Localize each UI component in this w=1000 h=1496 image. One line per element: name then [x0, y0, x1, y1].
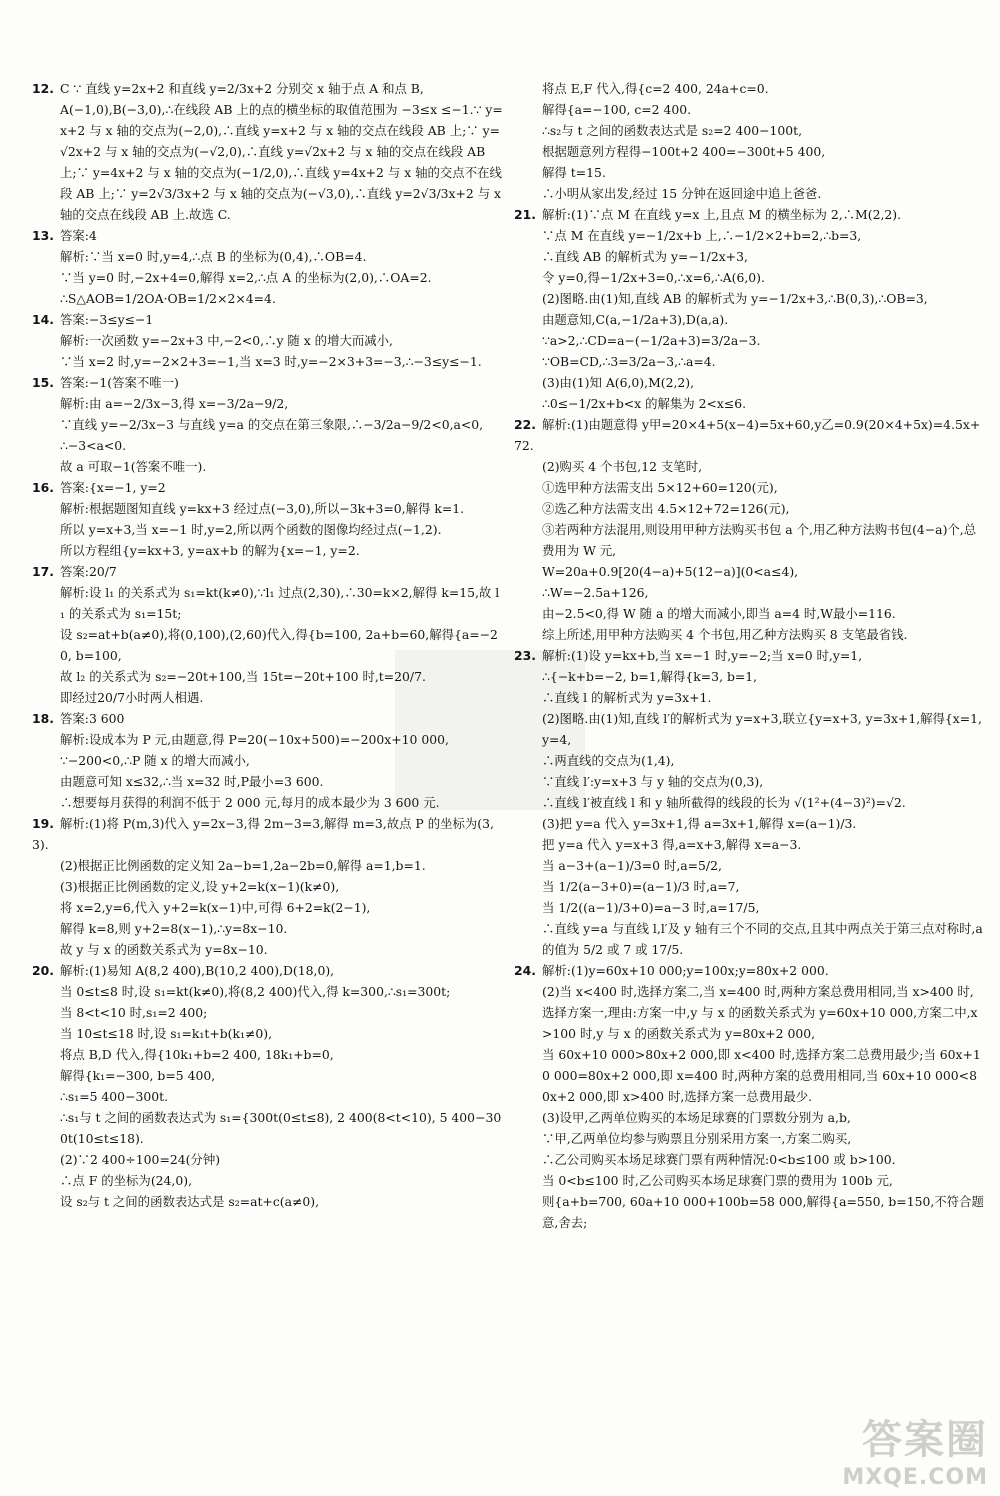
solution-line — [514, 981, 984, 1044]
line-text: (3)由(1)知 A(6,0),M(2,2), — [542, 375, 695, 390]
question-start-line — [32, 813, 504, 855]
question-number: 24. — [514, 963, 536, 978]
line-text: 解析:由 a=−2/3x−3,得 x=−3/2a−9/2, — [60, 396, 289, 411]
line-text: ∵甲,乙两单位均参与购票且分别采用方案一,方案二购买, — [542, 1131, 852, 1146]
solution-line — [32, 897, 504, 918]
line-text: ∴s₂与 t 之间的函数表达式是 s₂=2 400−100t, — [542, 123, 803, 138]
line-text: ∴直线 AB 的解析式为 y=−1/2x+3, — [542, 249, 748, 264]
line-text: ∴点 F 的坐标为(24,0), — [60, 1173, 193, 1188]
solution-line — [514, 141, 984, 162]
solution-line — [32, 729, 504, 750]
solution-line — [32, 267, 504, 288]
line-text: 解析:(1)由题意得 y甲=20×4+5(x−4)=5x+60,y乙=0.9(20×4+5x)=4.5x+72. — [514, 417, 981, 453]
line-text: ∵OB=CD,∴3=3/2a−3,∴a=4. — [542, 354, 716, 369]
line-text: ∴−3<a<0. — [60, 438, 127, 453]
watermark-logo: 答案圈 — [862, 1417, 988, 1463]
line-text: 答案:−3≤y≤−1 — [60, 312, 154, 327]
solution-line — [32, 246, 504, 267]
solution-line — [514, 918, 984, 960]
line-text: 当 0<b≤100 时,乙公司购买本场足球赛门票的费用为 100b 元, — [542, 1173, 893, 1188]
solution-line — [514, 792, 984, 813]
question-start-line — [514, 414, 984, 456]
line-text: 当 1/2((a−1)/3+0)=a−3 时,a=17/5, — [542, 900, 760, 915]
solution-line — [514, 687, 984, 708]
question-start-line — [514, 960, 984, 981]
line-text: 则{a+b=700, 60a+10 000+100b=58 000,解得{a=550, b=150,不符合题意,舍去; — [542, 1194, 984, 1230]
line-text: 故 l₂ 的关系式为 s₂=−20t+100,当 15t=−20t+100 时,t=20/7. — [60, 669, 426, 684]
line-text: 即经过20/7小时两人相遇. — [60, 690, 204, 705]
line-text: ∵直线 y=−2/3x−3 与直线 y=a 的交点在第三象限,∴−3/2a−9/2<0,a<0, — [60, 417, 484, 432]
line-text: ①选甲种方法需支出 5×12+60=120(元), — [542, 480, 778, 495]
question-start-line — [32, 309, 504, 330]
line-text: ∵−200<0,∴P 随 x 的增大而减小, — [60, 753, 250, 768]
line-text: 当 0≤t≤8 时,设 s₁=kt(k≠0),将(8,2 400)代入,得 k=300,∴s₁=300t; — [60, 984, 451, 999]
line-text: ∴想要每月获得的利润不低于 2 000 元,每月的成本最少为 3 600 元. — [60, 795, 440, 810]
solution-line — [514, 1149, 984, 1170]
line-text: 根据题意列方程得−100t+2 400=−300t+5 400, — [542, 144, 826, 159]
solution-line — [32, 519, 504, 540]
line-text: 把 y=a 代入 y=x+3 得,a=x+3,解得 x=a−3. — [542, 837, 802, 852]
solution-line — [514, 834, 984, 855]
question-start-line — [32, 372, 504, 393]
line-text: 解析:根据题图知直线 y=kx+3 经过点(−3,0),所以−3k+3=0,解得 k=1. — [60, 501, 465, 516]
line-text: 答案:−1(答案不唯一) — [60, 375, 179, 390]
question-number: 20. — [32, 963, 54, 978]
line-text: ∴两直线的交点为(1,4), — [542, 753, 675, 768]
line-text: 令 y=0,得−1/2x+3=0,∴x=6,∴A(6,0). — [542, 270, 765, 285]
line-text: 所以方程组{y=kx+3, y=ax+b 的解为{x=−1, y=2. — [60, 543, 360, 558]
watermark — [842, 1408, 988, 1490]
question-number: 17. — [32, 564, 54, 579]
line-text: 解析:设 l₁ 的关系式为 s₁=kt(k≠0),∵l₁ 过点(2,30),∴30=k×2,解得 k=15,故 l₁ 的关系式为 s₁=15t; — [60, 585, 500, 621]
solution-line — [514, 309, 984, 330]
solution-line — [514, 456, 984, 477]
line-text: ∵当 y=0 时,−2x+4=0,解得 x=2,∴点 A 的坐标为(2,0),∴OA=2. — [60, 270, 432, 285]
line-text: 将点 B,D 代入,得{10k₁+b=2 400, 18k₁+b=0, — [60, 1047, 334, 1062]
line-text: ∴直线 l′被直线 l 和 y 轴所截得的线段的长为 √(1²+(4−3)²)=√2. — [542, 795, 906, 810]
solution-line — [514, 1170, 984, 1191]
question-start-line — [32, 960, 504, 981]
line-text: (2)图略.由(1)知,直线 AB 的解析式为 y=−1/2x+3,∴B(0,3),∴OB=3, — [542, 291, 928, 306]
line-text: 由题意可知 x≤32,∴当 x=32 时,P最小=3 600. — [60, 774, 324, 789]
line-text: W=20a+0.9[20(4−a)+5(12−a)](0<a≤4), — [542, 564, 799, 579]
solution-line — [514, 708, 984, 750]
solution-line — [514, 624, 984, 645]
line-text: ∴小明从家出发,经过 15 分钟在返回途中追上爸爸. — [542, 186, 822, 201]
solution-line — [514, 372, 984, 393]
line-text: 解析:∵当 x=0 时,y=4,∴点 B 的坐标为(0,4),∴OB=4. — [60, 249, 367, 264]
solution-line — [514, 519, 984, 561]
question-start-line — [32, 477, 504, 498]
question-number: 21. — [514, 207, 536, 222]
solution-line — [514, 813, 984, 834]
line-text: ∵当 x=2 时,y=−2×2+3=−1,当 x=3 时,y=−2×3+3=−3,∴−3≤y≤−1. — [60, 354, 482, 369]
line-text: (2)根据正比例函数的定义知 2a−b=1,2a−2b=0,解得 a=1,b=1. — [60, 858, 426, 873]
line-text: 设 s₂与 t 之间的函数表达式是 s₂=at+c(a≠0), — [60, 1194, 320, 1209]
solution-line — [514, 78, 984, 99]
line-text: 故 a 可取−1(答案不唯一). — [60, 459, 207, 474]
solution-line — [32, 498, 504, 519]
solution-line — [32, 1002, 504, 1023]
question-start-line — [32, 225, 504, 246]
question-number: 13. — [32, 228, 54, 243]
line-text: (2)购买 4 个书包,12 支笔时, — [542, 459, 703, 474]
solution-line — [514, 855, 984, 876]
solution-line — [32, 1191, 504, 1212]
solution-line — [514, 225, 984, 246]
line-text: 所以 y=x+3,当 x=−1 时,y=2,所以两个函数的图像均经过点(−1,2). — [60, 522, 442, 537]
line-text: ∴W=−2.5a+126, — [542, 585, 649, 600]
line-text: (2)当 x<400 时,选择方案二,当 x=400 时,两种方案总费用相同,当 x>400 时,选择方案一,理由:方案一中,y 与 x 的函数关系式为 y=60x+10 000,方案二中,x>100 时,y 与 x 的函数关系式为 y=80x+2 000, — [542, 984, 978, 1041]
line-text: 答案:3 600 — [60, 711, 125, 726]
line-text: 将点 E,F 代入,得{c=2 400, 24a+c=0. — [542, 81, 769, 96]
solution-line — [32, 393, 504, 414]
watermark-url: MXQE.COM — [842, 1465, 988, 1490]
solution-line — [514, 1191, 984, 1233]
solution-line — [32, 750, 504, 771]
solution-line — [514, 561, 984, 582]
solution-line — [32, 1023, 504, 1044]
solution-line — [514, 582, 984, 603]
solution-line — [32, 666, 504, 687]
line-text: ②选乙种方法需支出 4.5×12+72=126(元), — [542, 501, 790, 516]
solution-line — [514, 351, 984, 372]
solution-line — [32, 414, 504, 435]
line-text: ③若两种方法混用,则设用甲种方法购买书包 a 个,用乙种方法购书包(4−a)个,总费用为 W 元, — [542, 522, 977, 558]
solution-line — [32, 918, 504, 939]
line-text: (2)∵2 400÷100=24(分钟) — [60, 1152, 221, 1167]
line-text: ∵点 M 在直线 y=−1/2x+b 上,∴−1/2×2+b=2,∴b=3, — [542, 228, 862, 243]
solution-line — [514, 666, 984, 687]
solution-line — [32, 351, 504, 372]
solution-line — [514, 120, 984, 141]
question-number: 19. — [32, 816, 54, 831]
question-start-line — [32, 561, 504, 582]
solution-line — [32, 288, 504, 309]
line-text: ∴{−k+b=−2, b=1,解得{k=3, b=1, — [542, 669, 758, 684]
solution-line — [514, 288, 984, 309]
line-text: 解得{k₁=−300, b=5 400, — [60, 1068, 216, 1083]
line-text: 当 60x+10 000>80x+2 000,即 x<400 时,选择方案二总费用最少;当 60x+10 000=80x+2 000,即 x=400 时,两种方案的总费用相同,当 60x+10 000<80x+2 000,即 x>400 时,选择方案一总费用最少. — [542, 1047, 981, 1104]
solution-line — [514, 771, 984, 792]
line-text: ∴S△AOB=1/2OA·OB=1/2×2×4=4. — [60, 291, 276, 306]
line-text: 答案:20/7 — [60, 564, 117, 579]
line-text: 当 a−3+(a−1)/3=0 时,a=5/2, — [542, 858, 722, 873]
solution-line — [514, 750, 984, 771]
left-column — [32, 78, 504, 1212]
question-number: 14. — [32, 312, 54, 327]
solution-line — [514, 183, 984, 204]
question-start-line — [514, 645, 984, 666]
line-text: ∵直线 l′:y=x+3 与 y 轴的交点为(0,3), — [542, 774, 764, 789]
line-text: 当 8<t<10 时,s₁=2 400; — [60, 1005, 208, 1020]
solution-line — [32, 771, 504, 792]
line-text: 解析:(1)将 P(m,3)代入 y=2x−3,得 2m−3=3,解得 m=3,故点 P 的坐标为(3,3). — [32, 816, 494, 852]
solution-line — [32, 939, 504, 960]
solution-line — [514, 603, 984, 624]
solution-line — [514, 330, 984, 351]
line-text: ∵a>2,∴CD=a−(−1/2a+3)=3/2a−3. — [542, 333, 761, 348]
solution-line — [32, 1107, 504, 1149]
line-text: 由题意知,C(a,−1/2a+3),D(a,a). — [542, 312, 729, 327]
solution-line — [32, 981, 504, 1002]
solution-line — [32, 876, 504, 897]
line-text: 解得 k=8,则 y+2=8(x−1),∴y=8x−10. — [60, 921, 288, 936]
solution-line — [32, 624, 504, 666]
solution-line — [32, 435, 504, 456]
line-text: 解析:设成本为 P 元,由题意,得 P=20(−10x+500)=−200x+10 000, — [60, 732, 449, 747]
question-number: 23. — [514, 648, 536, 663]
line-text: ∴直线 y=a 与直线 l,l′及 y 轴有三个不同的交点,且其中两点关于第三点对称时,a 的值为 5/2 或 7 或 17/5. — [542, 921, 983, 957]
line-text: 答案:4 — [60, 228, 97, 243]
solution-line — [514, 393, 984, 414]
line-text: ∴0≤−1/2x+b<x 的解集为 2<x≤6. — [542, 396, 747, 411]
line-text: 将 x=2,y=6,代入 y+2=k(x−1)中,可得 6+2=k(2−1), — [60, 900, 371, 915]
solution-line — [32, 1065, 504, 1086]
line-text: (3)把 y=a 代入 y=3x+1,得 a=3x+1,解得 x=(a−1)/3. — [542, 816, 857, 831]
line-text: 解得 t=15. — [542, 165, 606, 180]
line-text: ∴直线 l 的解析式为 y=3x+1. — [542, 690, 712, 705]
line-text: 解析:(1)y=60x+10 000;y=100x;y=80x+2 000. — [542, 963, 829, 978]
solution-line — [32, 792, 504, 813]
solution-line — [32, 687, 504, 708]
line-text: C ∵ 直线 y=2x+2 和直线 y=2/3x+2 分别交 x 轴于点 A 和点 B, — [60, 81, 424, 96]
solution-line — [32, 1149, 504, 1170]
solution-line — [514, 897, 984, 918]
question-start-line — [32, 708, 504, 729]
line-text: 故 y 与 x 的函数关系式为 y=8x−10. — [60, 942, 268, 957]
line-text: ∴乙公司购买本场足球赛门票有两种情况:0<b≤100 或 b>100. — [542, 1152, 896, 1167]
line-text: 答案:{x=−1, y=2 — [60, 480, 166, 495]
question-number: 22. — [514, 417, 536, 432]
solution-line — [32, 99, 504, 225]
solution-line — [514, 162, 984, 183]
solution-line — [32, 1170, 504, 1191]
question-number: 16. — [32, 480, 54, 495]
solution-line — [32, 1086, 504, 1107]
line-text: 解得{a=−100, c=2 400. — [542, 102, 692, 117]
line-text: 当 10≤t≤18 时,设 s₁=k₁t+b(k₁≠0), — [60, 1026, 273, 1041]
solution-line — [32, 582, 504, 624]
solution-line — [514, 477, 984, 498]
question-number: 18. — [32, 711, 54, 726]
line-text: A(−1,0),B(−3,0),∴在线段 AB 上的点的横坐标的取值范围为 −3≤x ≤−1.∵ y=x+2 与 x 轴的交点为(−2,0),∴直线 y=x+2 与 x 轴的交点在线段 AB 上;∵ y=√2x+2 与 x 轴的交点为(−√2,0),∴直线 y=√2x+2 与 x 轴的交点在线段 AB 上;∵ y=4x+2 与 x 轴的交点为(−1/2,0),∴直线 y=4x+2 与 x 轴的交点不在线段 AB 上;∵ y=2√3/3x+2 与 x 轴的交点为(−√3,0),∴直线 y=2√3/3x+2 与 x 轴的交点在线段 AB 上.故选 C. — [60, 102, 503, 222]
solution-line — [514, 1044, 984, 1107]
line-text: 解析:(1)∵点 M 在直线 y=x 上,且点 M 的横坐标为 2,∴M(2,2). — [542, 207, 902, 222]
solution-line — [514, 876, 984, 897]
solution-line — [514, 1128, 984, 1149]
solution-line — [514, 1107, 984, 1128]
solution-line — [32, 855, 504, 876]
line-text: 解析:(1)易知 A(8,2 400),B(10,2 400),D(18,0), — [60, 963, 335, 978]
line-text: 设 s₂=at+b(a≠0),将(0,100),(2,60)代入,得{b=100, 2a+b=60,解得{a=−20, b=100, — [60, 627, 498, 663]
question-start-line — [32, 78, 504, 99]
line-text: ∴s₁=5 400−300t. — [60, 1089, 169, 1104]
line-text: ∴s₁与 t 之间的函数表达式为 s₁={300t(0≤t≤8), 2 400(8<t<10), 5 400−300t(10≤t≤18). — [60, 1110, 502, 1146]
solution-line — [514, 99, 984, 120]
question-number: 15. — [32, 375, 54, 390]
line-text: (3)根据正比例函数的定义,设 y+2=k(x−1)(k≠0), — [60, 879, 340, 894]
line-text: 解析:(1)设 y=kx+b,当 x=−1 时,y=−2;当 x=0 时,y=1, — [542, 648, 863, 663]
line-text: 由−2.5<0,得 W 随 a 的增大而减小,即当 a=4 时,W最小=116. — [542, 606, 896, 621]
solution-line — [32, 1044, 504, 1065]
solution-line — [32, 540, 504, 561]
solution-line — [514, 267, 984, 288]
solution-line — [32, 330, 504, 351]
question-number: 12. — [32, 81, 54, 96]
line-text: 当 1/2(a−3+0)=(a−1)/3 时,a=7, — [542, 879, 740, 894]
question-start-line — [514, 204, 984, 225]
line-text: 解析:一次函数 y=−2x+3 中,−2<0,∴y 随 x 的增大而减小, — [60, 333, 393, 348]
right-column — [514, 78, 984, 1233]
solution-line — [32, 456, 504, 477]
line-text: 综上所述,用甲种方法购买 4 个书包,用乙种方法购买 8 支笔最省钱. — [542, 627, 908, 642]
line-text: (3)设甲,乙两单位购买的本场足球赛的门票数分别为 a,b, — [542, 1110, 851, 1125]
solution-line — [514, 498, 984, 519]
line-text: (2)图略.由(1)知,直线 l′的解析式为 y=x+3,联立{y=x+3, y=3x+1,解得{x=1, y=4, — [542, 711, 982, 747]
solution-line — [514, 246, 984, 267]
